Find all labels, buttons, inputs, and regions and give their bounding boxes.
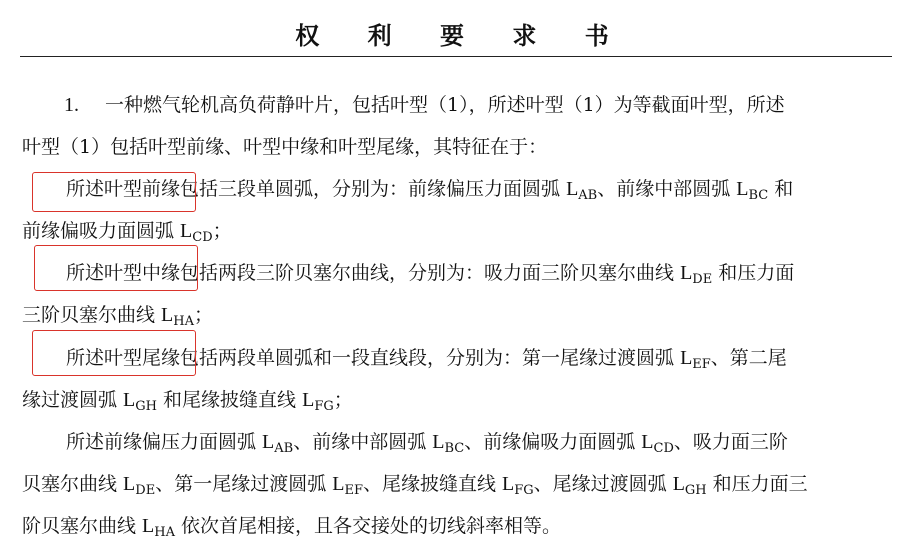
subscript: AB [274, 441, 294, 456]
highlight-box-leading-edge [32, 172, 196, 212]
claim-1-line-1 [64, 92, 785, 118]
subscript: EF [692, 357, 711, 372]
subscript: FG [514, 483, 534, 498]
summary-line-3: 阶贝塞尔曲线 $L_{HA}$ 依次首尾相接，且各交接处的切线斜率相等。 [22, 515, 562, 540]
subscript: GH [684, 483, 707, 498]
highlighted-term-leading-edge: 所述叶型前缘 [66, 178, 181, 200]
highlight-box-trailing-edge [32, 330, 196, 376]
subscript: BC [748, 188, 769, 203]
claim-text: 一种燃气轮机高负荷静叶片，包括叶型（1），所述叶型（1）为等截面叶型，所述 [105, 94, 785, 116]
trailing-edge-line-1: 所述叶型尾缘包括两段单圆弧和一段直线段，分别为：第一尾缘过渡圆弧 $L_{EF}$、第二尾 [66, 347, 787, 372]
subscript: CD [192, 230, 213, 245]
subscript: FG [314, 399, 334, 414]
highlight-box-middle-edge [34, 245, 198, 291]
page-title: 权 利 要 求 书 [295, 21, 629, 50]
highlighted-term-trailing-edge: 所述叶型尾缘 [66, 347, 181, 369]
summary-line-1: 所述前缘偏压力面圆弧 $L_{AB}$、前缘中部圆弧 $L_{BC}$、前缘偏吸力面圆弧 $L_{CD}$、吸力面三阶 [66, 431, 788, 456]
summary-line-2: 贝塞尔曲线 $L_{DE}$、第一尾缘过渡圆弧 $L_{EF}$、尾缘披缝直线 $L_{FG}$、尾缘过渡圆弧 $L_{GH}$ 和压力面三 [22, 473, 808, 498]
middle-edge-line-1: 所述叶型中缘包括两段三阶贝塞尔曲线，分别为：吸力面三阶贝塞尔曲线 $L_{DE}$ 和压力面 [66, 262, 795, 287]
subscript: CD [653, 441, 674, 456]
subscript: HA [173, 314, 194, 329]
trailing-edge-line-2: 缘过渡圆弧 $L_{GH}$ 和尾缘披缝直线 $L_{FG}$； [22, 389, 353, 414]
claim-text: 叶型（1）包括叶型前缘、叶型中缘和叶型尾缘，其特征在于： [22, 136, 548, 158]
leading-edge-line-1: 所述叶型前缘包括三段单圆弧，分别为：前缘偏压力面圆弧 $L_{AB}$、前缘中部圆弧 $L_{BC}$ 和 [66, 178, 794, 203]
highlighted-term-middle-edge: 所述叶型中缘 [66, 262, 181, 284]
leading-edge-line-2: 前缘偏吸力面圆弧 $L_{CD}$； [22, 220, 232, 245]
subscript: EF [344, 483, 363, 498]
subscript: BC [444, 441, 465, 456]
subscript: DE [692, 272, 713, 287]
subscript: GH [135, 399, 157, 414]
title-underline [20, 56, 892, 57]
middle-edge-line-2: 三阶贝塞尔曲线 $L_{HA}$； [22, 304, 214, 329]
subscript: AB [578, 188, 598, 203]
claim-1-line-2 [22, 134, 547, 160]
claim-number: 1. [64, 94, 79, 116]
subscript: DE [135, 483, 156, 498]
subscript: HA [154, 525, 175, 540]
